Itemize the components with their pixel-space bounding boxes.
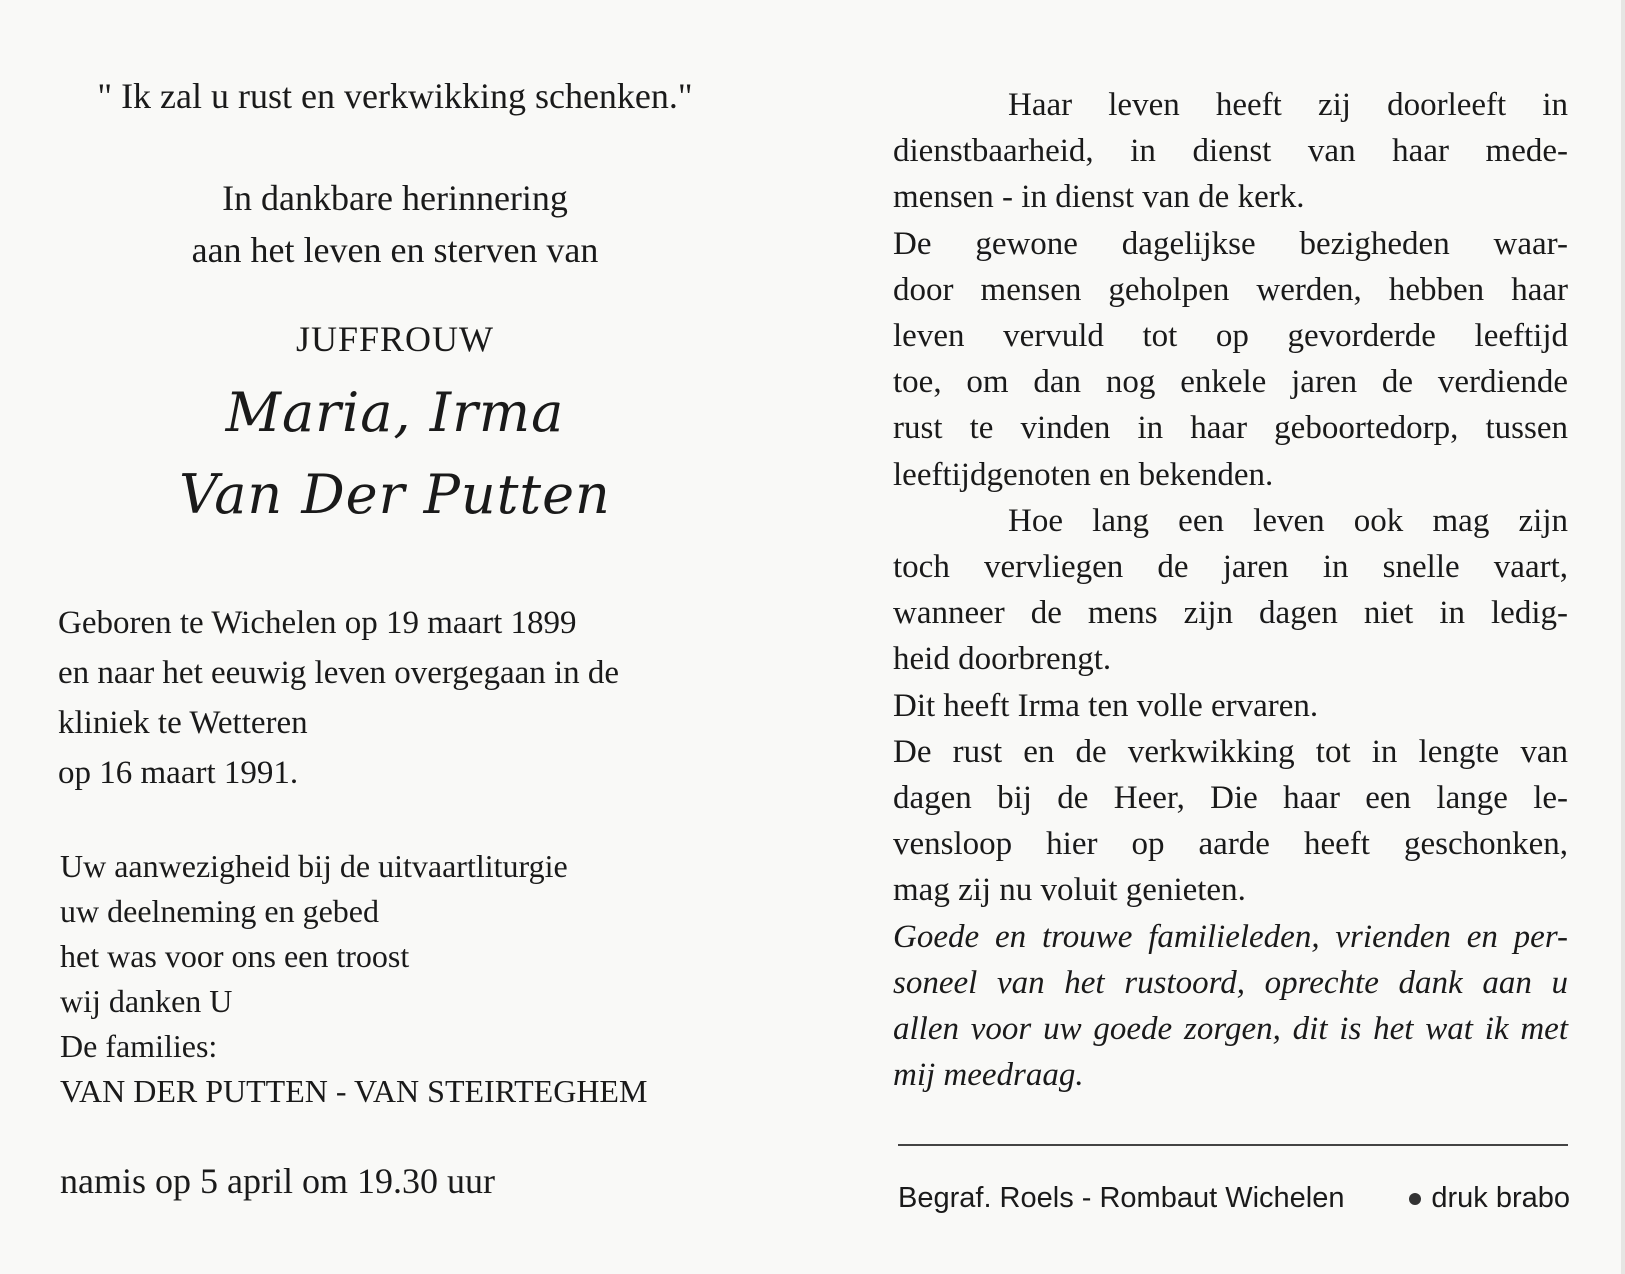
text-line: mag zij nu voluit genieten. bbox=[893, 872, 1246, 909]
left-panel bbox=[0, 0, 800, 1274]
text-line: mensen - in dienst van de kerk. bbox=[893, 179, 1305, 216]
text-line: dagen bij de Heer, Die haar een lange le- bbox=[893, 780, 1568, 817]
text-line: Hoe lang een leven ook mag zijn bbox=[1008, 502, 1568, 539]
divider-line bbox=[898, 1144, 1568, 1146]
intro-line: In dankbare herinnering bbox=[222, 178, 568, 218]
text-line: dienstbaarheid, in dienst van haar mede- bbox=[893, 133, 1568, 170]
intro-line: aan het leven en sterven van bbox=[191, 230, 599, 270]
bible-quote: " Ik zal u rust en verkwikking schenken." bbox=[97, 76, 693, 116]
text-line: De gewone dagelijkse bezigheden waar- bbox=[893, 225, 1568, 262]
family-names: VAN DER PUTTEN - VAN STEIRTEGHEM bbox=[60, 1073, 648, 1109]
printer-name: druk brabo bbox=[1431, 1182, 1570, 1214]
funeral-director: Begraf. Roels - Rombaut Wichelen bbox=[898, 1182, 1345, 1214]
text-line: toe, om dan nog enkele jaren de verdiende bbox=[893, 364, 1568, 401]
honorific-title: JUFFROUW bbox=[295, 319, 495, 359]
text-line: door mensen geholpen werden, hebben haar bbox=[893, 271, 1568, 308]
italic-thanks-line: allen voor uw goede zorgen, dit is het wat ik met bbox=[893, 1011, 1568, 1048]
detail-line: en naar het eeuwig leven overgegaan in de bbox=[58, 655, 620, 691]
text-line: Dit heeft Irma ten volle ervaren. bbox=[893, 687, 1319, 724]
thanks-line: De families: bbox=[60, 1028, 218, 1064]
italic-thanks-line: mij meedraag. bbox=[893, 1057, 1084, 1094]
text-line: vensloop hier op aarde heeft geschonken, bbox=[893, 826, 1568, 863]
italic-thanks-line: Goede en trouwe familieleden, vrienden en per- bbox=[893, 918, 1568, 955]
thanks-line: uw deelneming en gebed bbox=[60, 893, 379, 929]
deceased-surname: Van Der Putten bbox=[179, 463, 611, 526]
intro-text bbox=[40, 172, 750, 276]
detail-line: op 16 maart 1991. bbox=[58, 755, 299, 791]
card-edge bbox=[1621, 0, 1625, 1274]
text-line: leeftijdgenoten en bekenden. bbox=[893, 456, 1274, 493]
text-line: Haar leven heeft zij doorleeft in bbox=[1008, 87, 1568, 123]
detail-line: Geboren te Wichelen op 19 maart 1899 bbox=[58, 605, 577, 641]
bullet-icon bbox=[1409, 1193, 1421, 1205]
birth-death-details bbox=[58, 598, 778, 798]
text-line: rust te vinden in haar geboortedorp, tussen bbox=[893, 410, 1568, 447]
right-panel bbox=[893, 82, 1568, 1098]
italic-thanks-line: soneel van het rustoord, oprechte dank aan u bbox=[893, 964, 1568, 1001]
printer-name-wrap bbox=[1397, 1182, 1570, 1215]
text-line: heid doorbrengt. bbox=[893, 641, 1112, 678]
text-line: leven vervuld tot op gevorderde leeftijd bbox=[893, 318, 1568, 355]
text-line: wanneer de mens zijn dagen niet in ledig- bbox=[893, 595, 1568, 632]
mass-notice: namis op 5 april om 19.30 uur bbox=[60, 1161, 495, 1201]
text-line: De rust en de verkwikking tot in lengte van bbox=[893, 733, 1568, 770]
detail-line: kliniek te Wetteren bbox=[58, 705, 308, 741]
printer-credit bbox=[898, 1182, 1570, 1215]
thanks-line: wij danken U bbox=[60, 983, 233, 1019]
deceased-first-names: Maria, Irma bbox=[225, 381, 565, 444]
text-line: toch vervliegen de jaren in snelle vaart, bbox=[893, 549, 1568, 586]
family-thanks bbox=[60, 844, 780, 1114]
thanks-line: Uw aanwezigheid bij de uitvaartliturgie bbox=[60, 848, 568, 884]
thanks-line: het was voor ons een troost bbox=[60, 938, 410, 974]
